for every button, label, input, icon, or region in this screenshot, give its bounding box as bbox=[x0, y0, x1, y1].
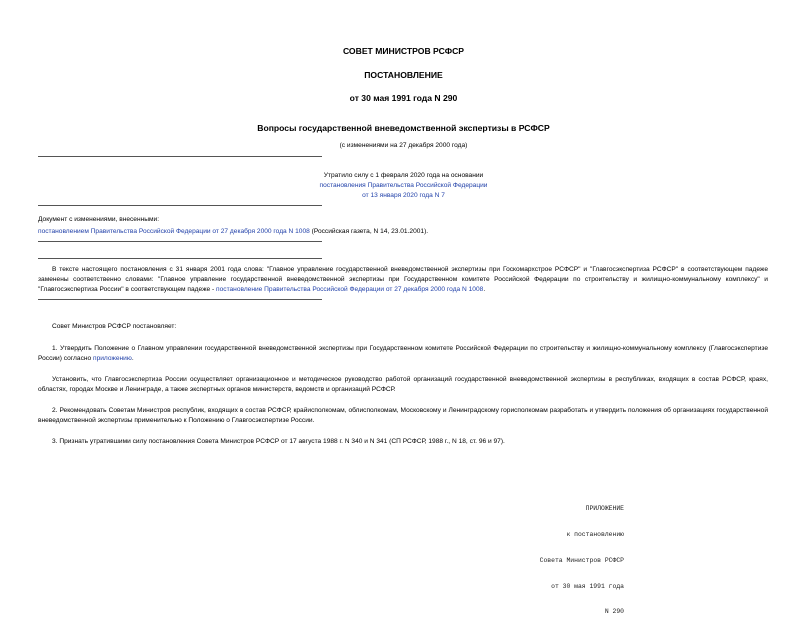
paragraph-2: 2. Рекомендовать Советам Министров республик, входящих в состав РСФСР, крайисполкомам, облисполкомам, Московскому и Ленинградскому горисполкомам разработать и утвердить положения об организациях государственной вневедомственной экспертизы применительно к Положению о Главгосэкспертизе России. bbox=[38, 407, 768, 424]
appendix-number: N 290 bbox=[604, 608, 624, 616]
divider-rule bbox=[38, 156, 322, 157]
revision-note: (с изменениями на 27 декабря 2000 года) bbox=[339, 142, 468, 149]
document-title: Вопросы государственной вневедомственной экспертизы в РСФСР bbox=[257, 123, 550, 133]
paragraph-1b: Установить, что Главгосэкспертиза России осуществляет организационное и методическое руководство работой организаций государственной вневедомственной экспертизы в республиках, входящих в состав РСФСР, краях, областях, городах Москве и Ленинграде, а также экспертных органов министерств, ведомств и организаций РСФСР. bbox=[38, 376, 768, 393]
status-text: Утратило силу с 1 февраля 2020 года на основании bbox=[323, 172, 484, 179]
repeal-act-link[interactable]: постановления Правительства Российской Федерации bbox=[319, 182, 488, 189]
divider-rule bbox=[38, 299, 322, 300]
paragraph-1-end: . bbox=[131, 355, 134, 362]
divider-rule bbox=[38, 241, 322, 242]
amendment-source: (Российская газета, N 14, 23.01.2001). bbox=[309, 228, 429, 235]
repeal-act-date-link[interactable]: от 13 января 2020 года N 7 bbox=[362, 192, 445, 199]
divider-rule bbox=[38, 205, 322, 206]
paragraph-1 bbox=[38, 344, 768, 364]
amendment-link[interactable]: постановлением Правительства Российской Федерации от 27 декабря 2000 года N 1008 bbox=[38, 228, 310, 235]
appendix-issuer: Совета Министров РСФСР bbox=[539, 556, 624, 564]
intro-paragraph: Совет Министров РСФСР постановляет: bbox=[52, 323, 177, 330]
appendix-ref: к постановлению bbox=[566, 530, 624, 538]
appendix-date: от 30 мая 1991 года bbox=[551, 582, 624, 590]
paragraph-3: 3. Признать утратившими силу постановления Совета Министров РСФСР от 17 августа 1988 г. N 340 и N 341 (СП РСФСР, 1988 г., N 18, ст. 96 и 97). bbox=[52, 438, 505, 445]
replacement-note-end: . bbox=[483, 286, 486, 293]
changes-entry bbox=[38, 227, 768, 237]
replacement-note-link[interactable]: постановление Правительства Российской Федерации от 27 декабря 2000 года N 1008 bbox=[216, 286, 484, 293]
divider-rule bbox=[38, 258, 322, 259]
issuer-heading: СОВЕТ МИНИСТРОВ РСФСР bbox=[342, 46, 465, 56]
appendix-link[interactable]: приложению bbox=[93, 355, 132, 362]
paragraph-1-text: 1. Утвердить Положение о Главном управлении государственной вневедомственной экспертизы при Государственном комитете Российской Федерации по строительству и жилищно-коммунальному комплексу (Главгосэкспертизе России) согласно bbox=[38, 345, 768, 362]
appendix-heading-block bbox=[470, 488, 624, 634]
document-type-heading: ПОСТАНОВЛЕНИЕ bbox=[364, 70, 443, 80]
changes-label: Документ с изменениями, внесенными: bbox=[38, 216, 160, 223]
replacement-note-text: В тексте настоящего постановления с 31 января 2001 года слова: "Главное управление государственной вневедомственной экспертизы при Госкомархстрое РСФСР" и "Главгосэкспертиза РСФСР" в соответствующем падеже заменены соответственно словами: "Главное управление государственной вневедомственной экспертизы при Государственном комитете Российской Федерации по строительству и жилищно-коммунальному комплексу" и "Главгосэкспертиза России" в соответствующем падеже - bbox=[38, 266, 768, 293]
date-number-heading: от 30 мая 1991 года N 290 bbox=[349, 93, 458, 103]
appendix-label: ПРИЛОЖЕНИЕ bbox=[585, 505, 624, 513]
replacement-note-paragraph bbox=[38, 265, 768, 295]
